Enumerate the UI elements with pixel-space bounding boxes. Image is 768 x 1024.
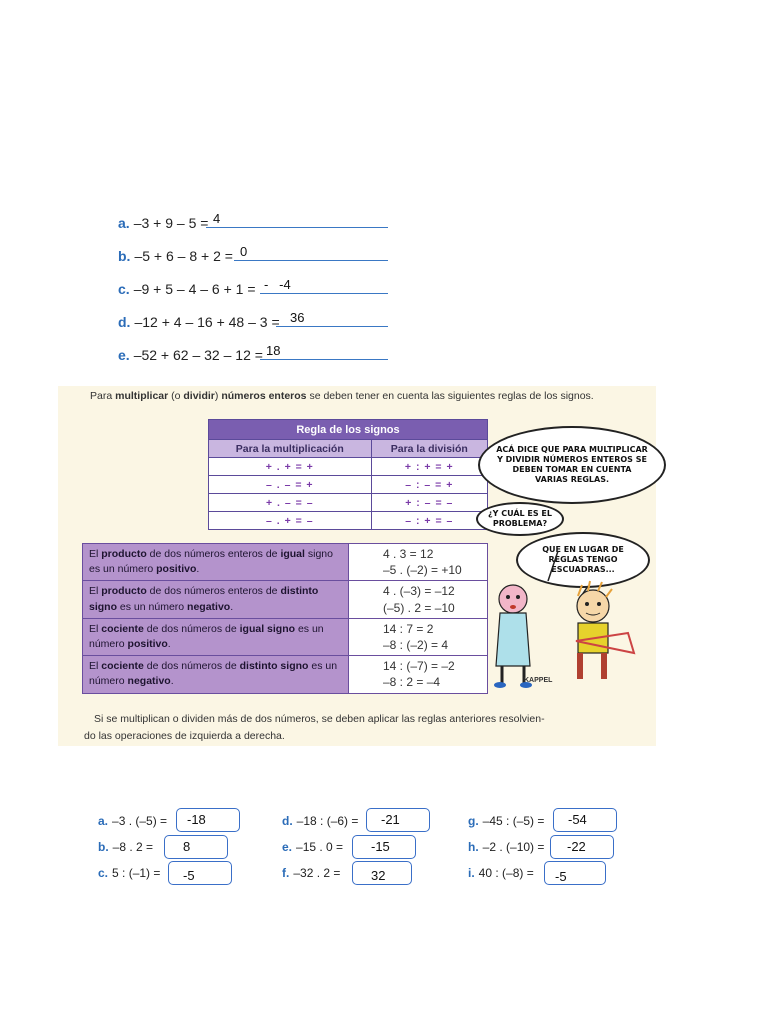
- table-row: [83, 656, 488, 693]
- table-cell: + . – = –: [209, 494, 372, 512]
- rule-text: El: [89, 547, 102, 560]
- table-title: Regla de los signos: [209, 420, 488, 440]
- rule-example: –8 : (–2) = 4: [383, 637, 449, 652]
- exercise-expression: –15 . 0 =: [296, 840, 344, 854]
- rule-examples: [349, 656, 488, 693]
- rule-bold: positivo: [156, 563, 197, 576]
- answer-box[interactable]: -22: [550, 835, 614, 859]
- rule-example: (–5) . 2 = –10: [383, 600, 455, 615]
- answer-box[interactable]: -5: [544, 861, 606, 885]
- exercise-expression: 40 : (–8) =: [478, 866, 534, 880]
- answer-box[interactable]: 8: [164, 835, 228, 859]
- answer-text[interactable]: - -4: [264, 277, 291, 292]
- exercise-label: d.: [118, 314, 131, 330]
- exercise-label: i.: [468, 866, 475, 880]
- answer-text[interactable]: 4: [213, 211, 221, 226]
- exercise-label: c.: [118, 281, 130, 297]
- table-cell: + : – = –: [371, 494, 487, 512]
- exercise-expression: –3 . (–5) =: [112, 814, 168, 828]
- column-header: Para la multiplicación: [209, 440, 372, 458]
- exercise-d2: [282, 814, 358, 828]
- exercise-label: d.: [282, 814, 293, 828]
- intro-bold: dividir: [183, 390, 215, 402]
- rule-bold: igual: [280, 547, 305, 560]
- rule-bold: igual signo: [239, 622, 296, 635]
- rule-description: [83, 618, 349, 655]
- rule-bold: cociente: [101, 660, 144, 673]
- intro-part: se deben tener en cuenta las siguientes reglas de los signos.: [306, 390, 594, 402]
- intro-part: Para: [90, 390, 116, 402]
- rule-text: .: [230, 600, 234, 613]
- exercise-c: [118, 277, 291, 297]
- answer-text[interactable]: 18: [266, 343, 281, 358]
- rule-text: es un número: [117, 600, 188, 613]
- rule-bold: positivo: [127, 637, 168, 650]
- closing-line: Si se multiplican o dividen más de dos números, se deben aplicar las reglas anteriores resolvien-: [94, 713, 545, 725]
- rule-text: es un número: [89, 660, 338, 688]
- rule-text: es un número: [89, 622, 324, 650]
- exercise-label: h.: [468, 840, 479, 854]
- exercise-d: [118, 310, 305, 330]
- intro-bold: multiplicar: [115, 390, 169, 402]
- rule-text: El: [89, 585, 102, 598]
- answer-line: [206, 227, 388, 228]
- rule-text: de dos números de: [143, 622, 240, 635]
- table-cell: – : + = –: [371, 512, 487, 530]
- exercise-e2: [282, 840, 343, 854]
- speech-text: ¿Y CUÁL ES EL PROBLEMA?: [488, 509, 552, 528]
- answer-line: [276, 326, 388, 327]
- rule-text: El: [89, 622, 102, 635]
- exercise-expression: –2 . (–10) =: [482, 840, 545, 854]
- exercise-b: [118, 244, 248, 264]
- exercise-label: e.: [282, 840, 293, 854]
- exercise-expression: 5 : (–1) =: [112, 866, 161, 880]
- column-header: Para la división: [371, 440, 487, 458]
- rule-text: .: [170, 675, 174, 688]
- intro-part: ): [214, 390, 222, 402]
- table-cell: – . + = –: [209, 512, 372, 530]
- intro-text: [90, 390, 594, 402]
- closing-line: do las operaciones de izquierda a derecha.: [84, 729, 285, 742]
- rule-description: [83, 544, 349, 581]
- exercise-a2: [98, 814, 167, 828]
- exercise-label: g.: [468, 814, 479, 828]
- answer-box[interactable]: -21: [366, 808, 430, 832]
- answer-box[interactable]: -54: [553, 808, 617, 832]
- rule-bold: producto: [101, 547, 147, 560]
- sign-rules-table: [208, 419, 488, 530]
- exercise-label: e.: [118, 347, 130, 363]
- rule-bold: negativo: [127, 675, 171, 688]
- closing-text: [84, 711, 650, 745]
- rule-description: [83, 581, 349, 618]
- table-cell: + : + = +: [371, 458, 487, 476]
- answer-line: [260, 359, 388, 360]
- intro-bold: números enteros: [221, 390, 307, 402]
- answer-box[interactable]: -15: [352, 835, 416, 859]
- intro-part: (o: [168, 390, 184, 402]
- exercise-label: b.: [118, 248, 131, 264]
- exercise-a: [118, 211, 221, 231]
- speech-text: ACÁ DICE QUE PARA MULTIPLICAR Y DIVIDIR NÚMEROS ENTEROS SE DEBEN TOMAR EN CUENTA VARIAS REGLAS.: [496, 445, 648, 484]
- exercise-expression: –5 + 6 – 8 + 2 =: [134, 248, 233, 264]
- rule-bold: distinto signo: [89, 585, 319, 613]
- answer-line: [234, 260, 388, 261]
- exercise-label: b.: [98, 840, 109, 854]
- rule-example: 4 . 3 = 12: [383, 547, 434, 561]
- table-row: [83, 618, 488, 655]
- exercise-label: c.: [98, 866, 109, 880]
- rule-text: de dos números enteros de: [146, 547, 281, 560]
- rule-bold: producto: [101, 585, 147, 598]
- speech-text: QUE EN LUGAR DE REGLAS TENGO ESCUADRAS...: [542, 545, 624, 574]
- answer-line: [260, 293, 388, 294]
- table-cell: + . + = +: [209, 458, 372, 476]
- rule-bold: cociente: [101, 622, 144, 635]
- rule-text: .: [196, 563, 200, 576]
- table-row: [83, 544, 488, 581]
- rule-example: 4 . (–3) = –12: [383, 584, 455, 599]
- rule-description: [83, 656, 349, 693]
- rule-examples: [349, 618, 488, 655]
- exercise-label: a.: [118, 215, 130, 231]
- exercise-expression: –3 + 9 – 5 =: [133, 215, 209, 231]
- answer-box[interactable]: -5: [168, 861, 232, 885]
- rule-example: –5 . (–2) = +10: [383, 563, 462, 578]
- sign-rules-panel: [58, 386, 656, 746]
- exercise-expression: –52 + 62 – 32 – 12 =: [133, 347, 263, 363]
- exercise-b2: [98, 840, 153, 854]
- exercise-label: a.: [98, 814, 109, 828]
- exercise-e: [118, 343, 281, 363]
- rule-bold: negativo: [187, 600, 231, 613]
- answer-box[interactable]: 32: [352, 861, 412, 885]
- table-cell: – : – = +: [371, 476, 487, 494]
- exercise-expression: –45 : (–5) =: [482, 814, 545, 828]
- rule-text: El: [89, 660, 102, 673]
- exercise-f2: [282, 866, 340, 880]
- exercise-i2: [468, 866, 534, 880]
- rule-examples: [349, 544, 488, 581]
- answer-text[interactable]: 36: [290, 310, 305, 325]
- exercise-expression: –18 : (–6) =: [296, 814, 359, 828]
- table-cell: – . – = +: [209, 476, 372, 494]
- answer-text[interactable]: 0: [240, 244, 248, 259]
- table-row: [83, 581, 488, 618]
- exercise-c2: [98, 866, 160, 880]
- exercise-expression: –12 + 4 – 16 + 48 – 3 =: [134, 314, 280, 330]
- rule-example: 14 : (–7) = –2: [383, 659, 455, 674]
- exercise-h2: [468, 840, 544, 854]
- exercise-g2: [468, 814, 544, 828]
- rule-bold: distinto signo: [239, 660, 309, 673]
- rule-text: de dos números de: [143, 660, 240, 673]
- rule-example: 14 : 7 = 2: [383, 621, 434, 636]
- speech-bubble-1: [478, 426, 666, 504]
- speech-bubble-2: [476, 502, 564, 536]
- exercise-expression: –32 . 2 =: [293, 866, 341, 880]
- artist-signature: KAPPEL: [524, 677, 553, 684]
- rules-table: [82, 543, 488, 694]
- exercise-label: f.: [282, 866, 290, 880]
- exercise-expression: –9 + 5 – 4 – 6 + 1 =: [133, 281, 256, 297]
- rule-example: –8 : 2 = –4: [383, 675, 441, 690]
- rule-text: de dos números enteros de: [146, 585, 281, 598]
- exercise-expression: –8 . 2 =: [112, 840, 154, 854]
- answer-box[interactable]: -18: [176, 808, 240, 832]
- cartoon-illustration: [478, 541, 658, 691]
- rule-text: signo es un número: [89, 547, 333, 576]
- rule-examples: [349, 581, 488, 618]
- rule-text: .: [167, 637, 171, 650]
